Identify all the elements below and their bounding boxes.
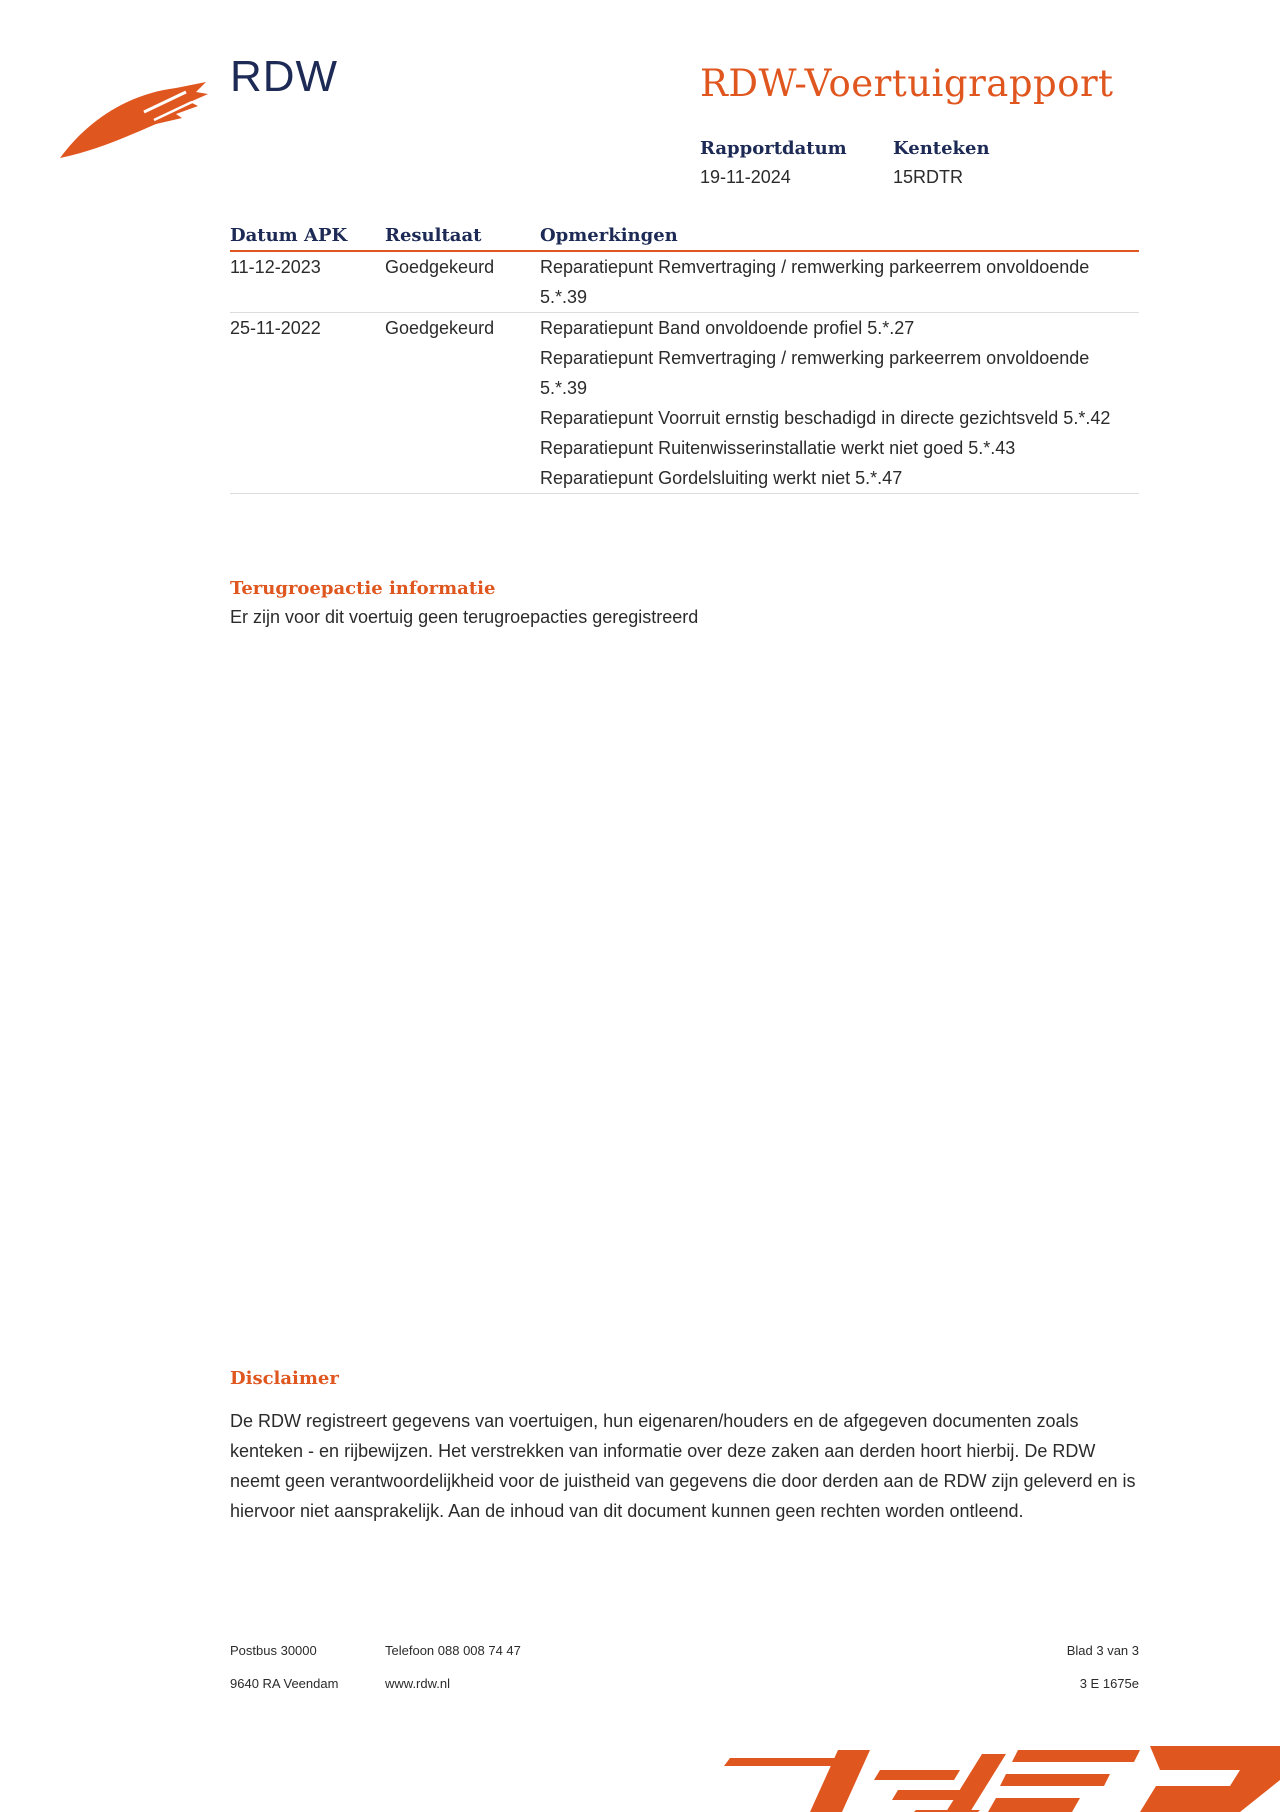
apk-date: 11-12-2023 xyxy=(230,251,385,313)
remark-item: Reparatiepunt Band onvoldoende profiel 5.*.27 xyxy=(540,318,915,338)
remark-item: Reparatiepunt Voorruit ernstig beschadigd in directe gezichtsveld 5.*.42 xyxy=(540,408,1111,428)
apk-date: 25-11-2022 xyxy=(230,313,385,494)
remark-item: Reparatiepunt Remvertraging / remwerking parkeerrem onvoldoende 5.*.39 xyxy=(540,348,1090,398)
brand-name: RDW xyxy=(230,52,339,101)
report-title: RDW-Voertuigrapport xyxy=(700,62,1114,105)
table-header-row xyxy=(230,222,1139,251)
rdw-logo-icon xyxy=(58,80,208,162)
report-date: 19-11-2024 xyxy=(700,167,791,187)
footer-website: www.rdw.nl xyxy=(385,1676,451,1691)
column-header-date: Datum APK xyxy=(230,222,385,251)
column-header-remarks: Opmerkingen xyxy=(540,222,1139,251)
recall-title: Terugroepactie informatie xyxy=(230,578,496,599)
remark-item: Reparatiepunt Remvertraging / remwerking parkeerrem onvoldoende 5.*.39 xyxy=(540,257,1090,307)
disclaimer-text: De RDW registreert gegevens van voertuigen, hun eigenaren/houders en de afgegeven documenten zoals kenteken - en rijbewijzen. Het verstrekken van informatie over deze zaken aan derden hoort hierbij. De RDW neemt geen verantwoordelijkheid voor de juistheid van gegevens die door derden aan de RDW zijn geleverd en is hiervoor niet aansprakelijk. Aan de inhoud van dit document kunnen geen rechten worden ontleend. xyxy=(230,1411,1136,1521)
footer-postbus: Postbus 30000 xyxy=(230,1643,317,1658)
disclaimer-title: Disclaimer xyxy=(230,1368,339,1389)
recall-text: Er zijn voor dit voertuig geen terugroepacties geregistreerd xyxy=(230,607,699,627)
footer-document-code: 3 E 1675e xyxy=(1079,1676,1139,1691)
apk-result: Goedgekeurd xyxy=(385,251,540,313)
remark-item: Reparatiepunt Gordelsluiting werkt niet 5.*.47 xyxy=(540,468,903,488)
footer-phone: Telefoon 088 008 74 47 xyxy=(385,1643,521,1658)
remark-item: Reparatiepunt Ruitenwisserinstallatie werkt niet goed 5.*.43 xyxy=(540,438,1016,458)
decorative-stripes-graphic xyxy=(720,1740,1280,1812)
plate-label: Kenteken xyxy=(893,138,990,159)
table-row xyxy=(230,313,1139,494)
apk-table xyxy=(230,222,1139,494)
column-header-result: Resultaat xyxy=(385,222,540,251)
apk-remarks xyxy=(540,251,1139,313)
apk-remarks xyxy=(540,313,1139,494)
report-date-label: Rapportdatum xyxy=(700,138,847,159)
plate-number: 15RDTR xyxy=(893,167,964,187)
footer-city: 9640 RA Veendam xyxy=(230,1676,339,1691)
footer-page-number: Blad 3 van 3 xyxy=(1066,1643,1139,1658)
table-row xyxy=(230,251,1139,313)
apk-result: Goedgekeurd xyxy=(385,313,540,494)
